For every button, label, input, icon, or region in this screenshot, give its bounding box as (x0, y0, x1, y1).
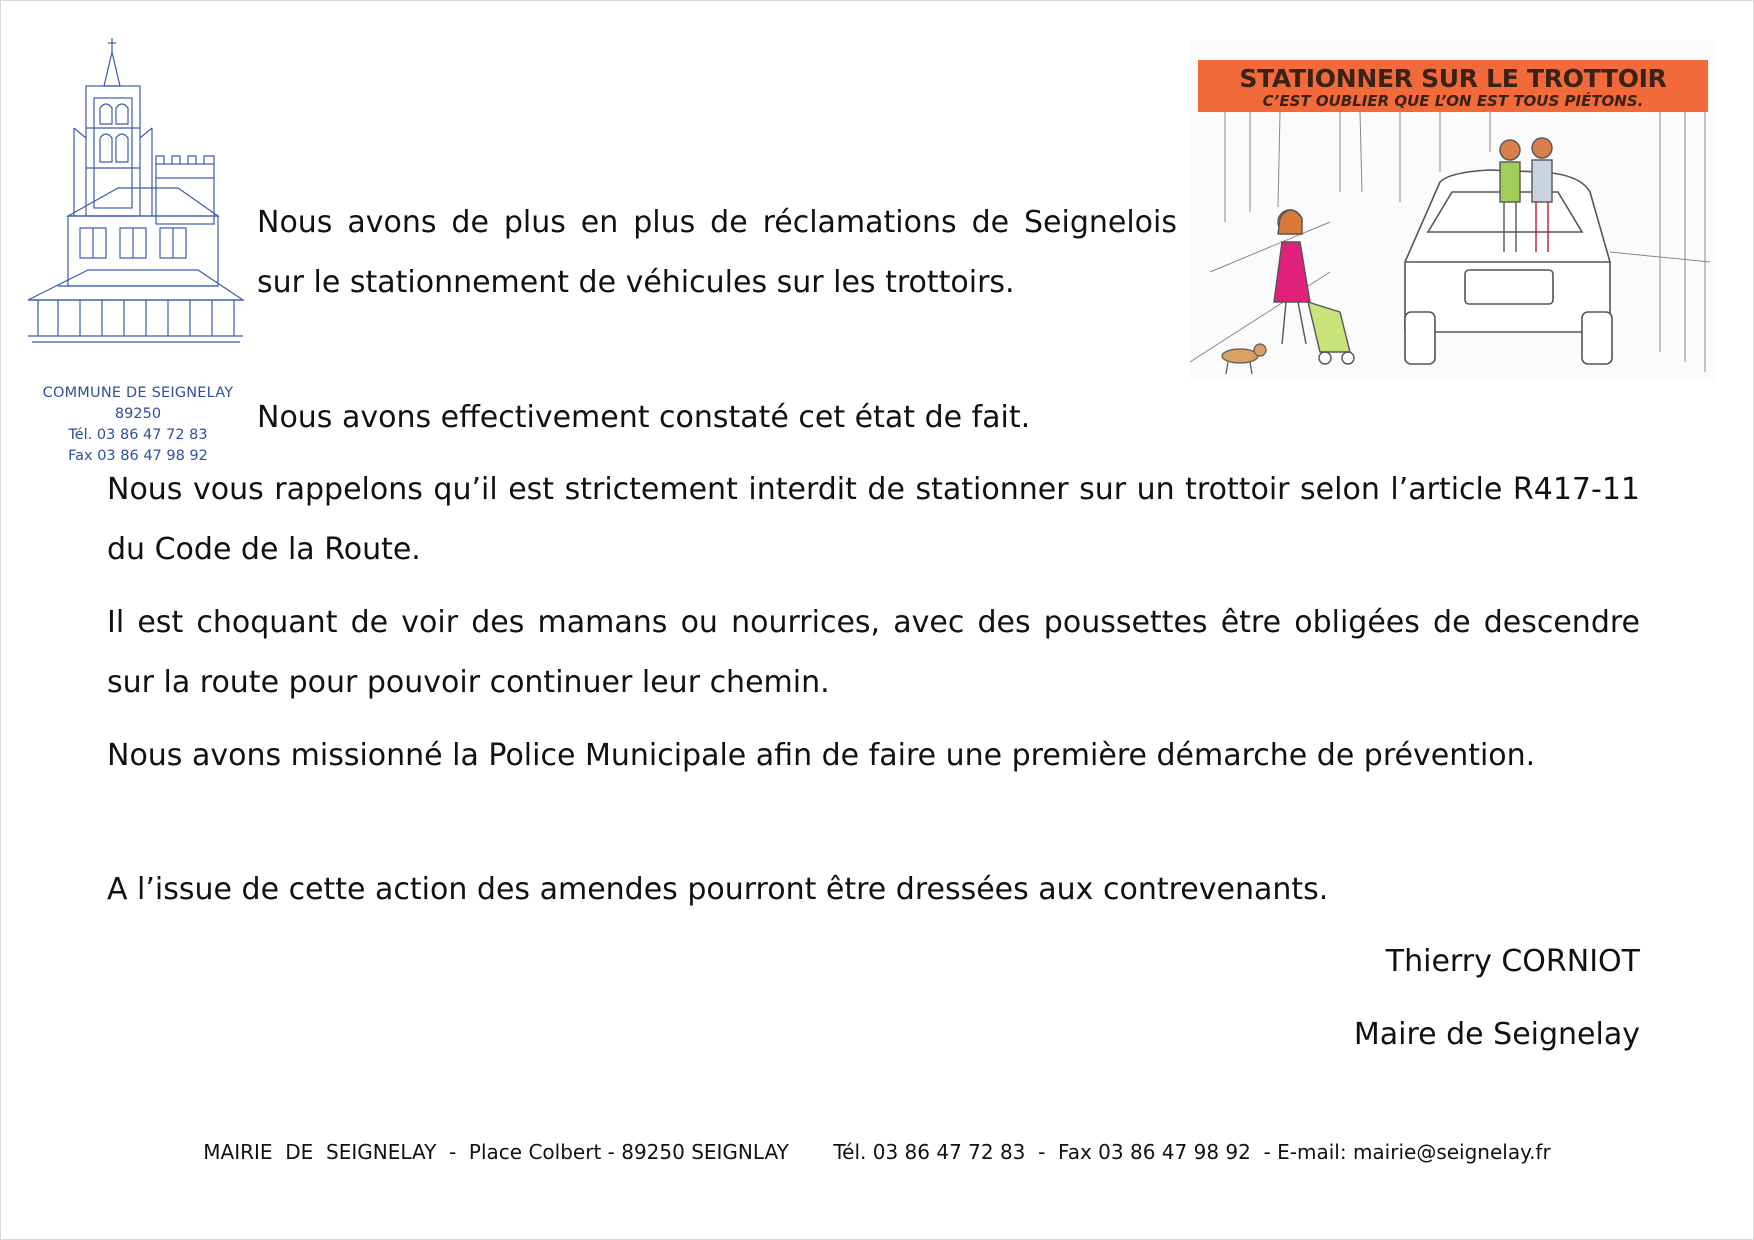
paragraph-fines: A l’issue de cette action des amendes pourront être dressées aux contrevenants. (107, 872, 1329, 907)
paragraph-police: Nous avons missionné la Police Municipale afin de faire une première démarche de prévention. (107, 738, 1536, 773)
logo-postcode: 89250 (114, 406, 162, 422)
logo-phone: Tél. 03 86 47 72 83 (68, 427, 208, 443)
banner-subtitle: C’EST OUBLIER QUE L’ON EST TOUS PIÉTONS. (1262, 92, 1644, 110)
church-drawing (28, 38, 248, 378)
paragraph-complaints: Nous avons de plus en plus de réclamations de Seignelois sur le stationnement de véhicules sur les trottoirs. (257, 205, 1177, 300)
logo-fax: Fax 03 86 47 98 92 (68, 448, 208, 464)
banner-title: STATIONNER SUR LE TROTTOIR (1239, 64, 1667, 93)
signature-title: Maire de Seignelay (1353, 1017, 1640, 1052)
parked-car-drawing (1190, 112, 1715, 380)
footer-contact: MAIRIE DE SEIGNELAY - Place Colbert - 89250 SEIGNLAY Tél. 03 86 47 72 83 - Fax 03 86 47 98 92 - E-mail: mairie@seignelay.fr (203, 1140, 1551, 1164)
commune-logo (28, 38, 248, 464)
campaign-illustration (1190, 40, 1715, 380)
signature-name: Thierry CORNIOT (1385, 944, 1640, 979)
paragraph-observed: Nous avons effectivement constaté cet état de fait. (257, 400, 1031, 435)
logo-commune-name: COMMUNE DE SEIGNELAY (42, 385, 234, 401)
paragraph-strollers: Il est choquant de voir des mamans ou nourrices, avec des poussettes être obligées de descendre sur la route pour pouvoir continuer leur chemin. (107, 605, 1640, 700)
paragraph-law-reminder: Nous vous rappelons qu’il est strictement interdit de stationner sur un trottoir selon l’article R417-11 du Code de la Route. (107, 472, 1640, 567)
illustration-banner (1198, 60, 1708, 112)
